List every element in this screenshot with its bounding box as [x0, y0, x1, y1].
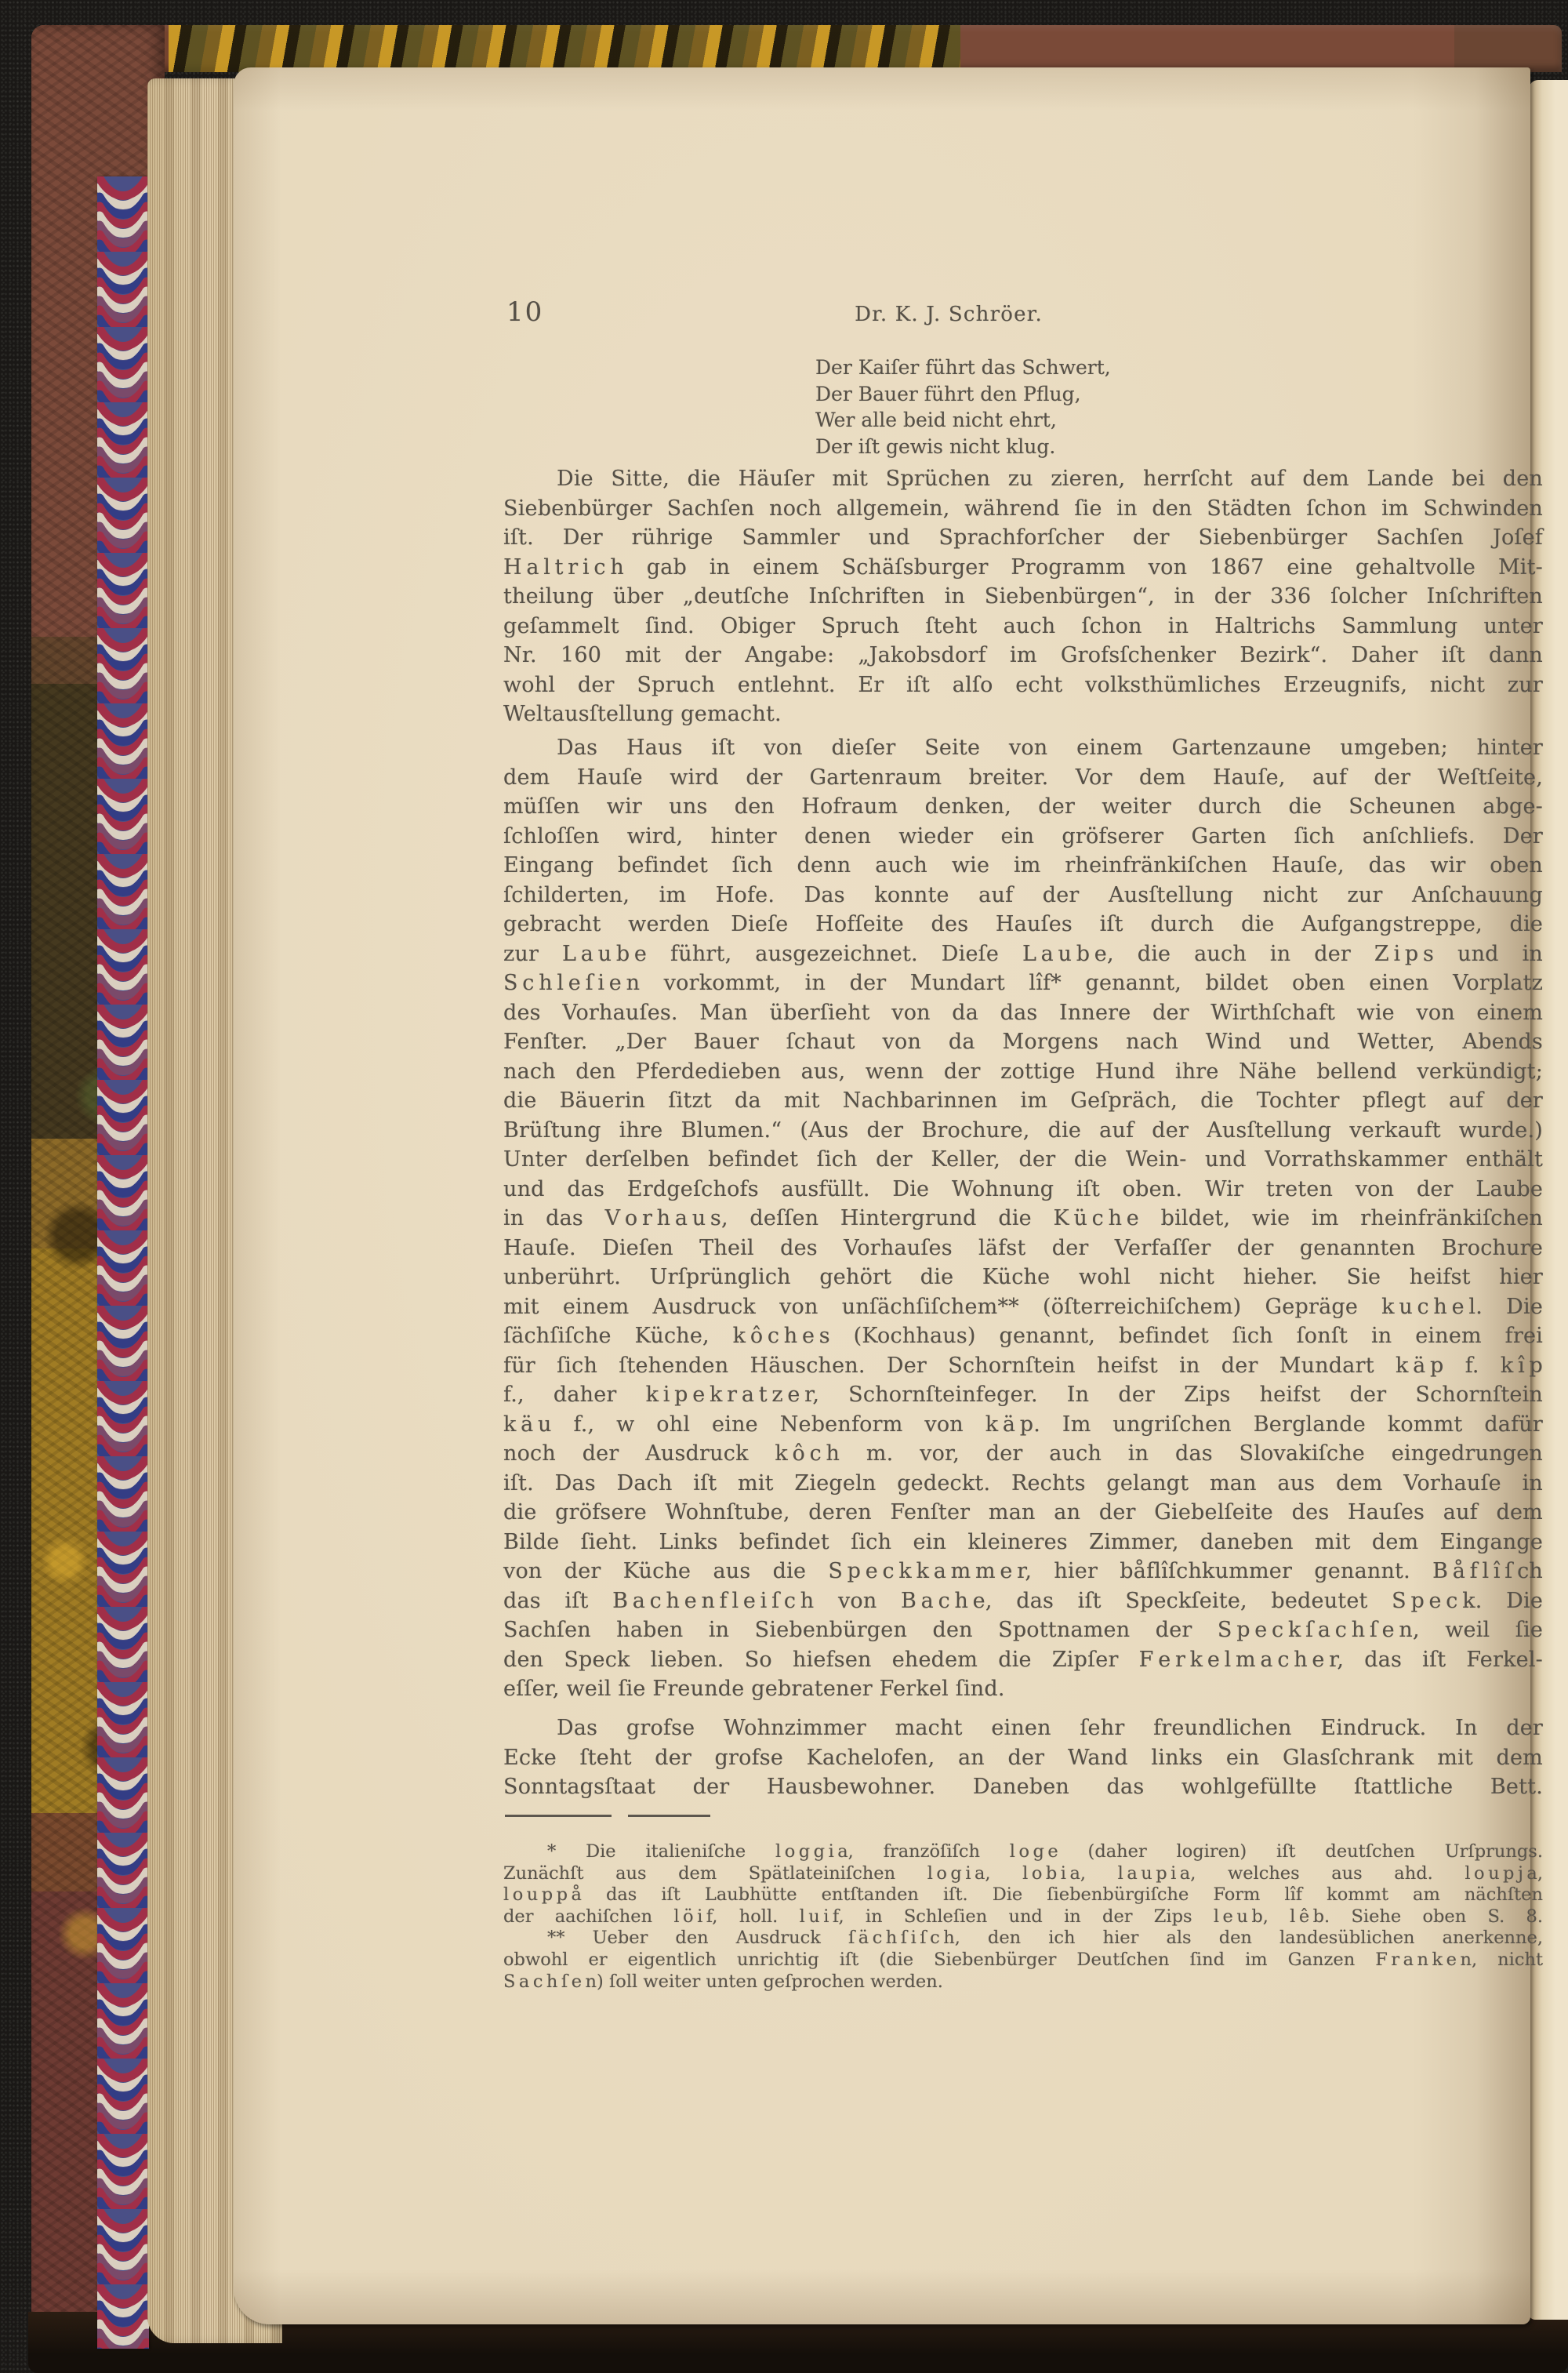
footnote-line: Zunächſt aus dem Spätlateiniſchen l o g i a, l o b i a, l a u p i a, welches aus ahd. l o u p j a, — [503, 1862, 1543, 1884]
body-line: dem Hauſe wird der Gartenraum breiter. Vor dem Hauſe, auf der Weſtſeite, — [503, 765, 1543, 790]
footnotes-block — [503, 1841, 1543, 1993]
body-line: Unter derſelben befindet ſich der Keller, der die Wein- und Vorrathskammer enthält — [503, 1147, 1543, 1172]
page-number: 10 — [506, 296, 544, 328]
body-line: k ä u f., w ohl eine Nebenform von k ä p. Im ungriſchen Berglande kommt dafür — [503, 1412, 1543, 1437]
body-line: des Vorhauſes. Man überſieht von da das Innere der Wirthſchaft wie von einem — [503, 1000, 1543, 1025]
body-line: Das Haus iſt von dieſer Seite von einem Gartenzaune umgeben; hinter — [557, 736, 1543, 760]
verse-line: Der iſt gewis nicht klug. — [815, 434, 1056, 458]
body-line: Sonntagsſtaat der Hausbewohner. Daneben das wohlgefüllte ſtattliche Bett. — [503, 1775, 1543, 1799]
footnote-line: S a c h ſ e n) ſoll weiter unten geſprochen werden. — [503, 1971, 943, 1992]
paragraph-3 — [503, 1713, 1543, 1802]
body-line: Weltausſtellung gemacht. — [503, 702, 782, 726]
body-line: den Speck lieben. So hiefsen ehedem die Zipſer F e r k e l m a c h e r, das iſt Ferkel- — [503, 1647, 1543, 1672]
paragraph-2 — [503, 733, 1543, 1704]
body-line: f., daher k i p e k r a t z e r, Schornſteinfeger. In der Zips heifst der Schornſtein — [503, 1383, 1543, 1407]
footnote-line: der aachiſchen l ö i f, holl. l u i f, in Schleſien und in der Zips l e u b, l ê b. Siehe oben S. 8. — [503, 1906, 1543, 1927]
footnote-line: * Die italieniſche l o g g i a, franzöſiſch l o g e (daher logiren) iſt deutſchen Urſprungs. — [547, 1841, 1543, 1862]
body-line: und das Erdgeſchofs ausfüllt. Die Wohnung iſt oben. Wir treten von der Laube — [503, 1176, 1543, 1201]
body-line: iſt. Der rührige Sammler und Sprachforſcher der Siebenbürger Sachſen Joſef — [503, 525, 1543, 550]
body-line: Bilde ſieht. Links befindet ſich ein kleineres Zimmer, daneben mit dem Eingange — [503, 1529, 1543, 1554]
body-line: unberührt. Urſprünglich gehört die Küche wohl nicht hieher. Sie heifst hier — [503, 1265, 1543, 1289]
body-line: theilung über „deutſche Inſchriften in Siebenbürgen“, in der 336 ſolcher Inſchriften — [503, 584, 1543, 609]
body-line: nach den Pferdedieben aus, wenn der zottige Hund ihre Nähe bellend verkündigt; — [503, 1059, 1543, 1084]
body-line: ſächſiſche Küche, k ô c h e s (Kochhaus) genannt, befindet ſich ſonſt in einem frei — [503, 1324, 1543, 1348]
body-line: Das grofse Wohnzimmer macht einen ſehr freundlichen Eindruck. In der — [557, 1716, 1543, 1740]
body-line: S c h l e ſ i e n vorkommt, in der Mundart lîf* genannt, bildet oben einen Vorplatz — [503, 971, 1543, 995]
body-line: müſſen wir uns den Hofraum denken, der weiter durch die Scheunen abge- — [503, 794, 1543, 819]
body-line: Fenſter. „Der Bauer ſchaut von da Morgens nach Wind und Wetter, Abends — [503, 1030, 1543, 1054]
book-cover-top-edge — [31, 25, 1562, 72]
body-line: mit einem Ausdruck von unſächſiſchem** (öſterreichiſchem) Gepräge k u c h e l. Die — [503, 1294, 1543, 1319]
body-line: die gröfsere Wohnſtube, deren Fenſter man an der Giebelſeite des Hauſes auf dem — [503, 1500, 1543, 1524]
body-line: wohl der Spruch entlehnt. Er iſt alſo echt volksthümliches Erzeugnifs, nicht zur — [503, 672, 1543, 697]
body-line: noch der Ausdruck k ô c h m. vor, der auch in das Slovakiſche eingedrungen — [503, 1441, 1543, 1466]
body-line: Siebenbürger Sachſen noch allgemein, während ſie in den Städten ſchon im Schwinden — [503, 496, 1543, 521]
body-line: für ſich ſtehenden Häuschen. Der Schornſtein heifst in der Mundart k ä p f. k î p — [503, 1353, 1543, 1378]
body-line: eſſer, weil ſie Freunde gebratener Ferkel ſind. — [503, 1677, 1005, 1701]
marbled-endpaper-strip — [97, 176, 149, 2349]
verse-block — [815, 354, 1111, 460]
body-line: ſchilderten, im Hofe. Das konnte auf der Ausſtellung nicht zur Anſchauung — [503, 882, 1543, 907]
body-line: in das V o r h a u s, deſſen Hintergrund die K ü c h e bildet, wie im rheinfränkiſchen — [503, 1206, 1543, 1230]
verse-line: Wer alle beid nicht ehrt, — [815, 409, 1057, 431]
verse-line: Der Bauer führt den Pflug, — [815, 382, 1081, 405]
footnote-line: ** Ueber den Ausdruck ſ ä c h ſ i ſ c h, den ich hier als den landesüblichen anerkenne, — [547, 1928, 1543, 1949]
page-header-row — [503, 296, 1543, 333]
body-line: ſchloſſen wird, hinter denen wieder ein gröfserer Garten ſich anſchliefs. Der — [503, 823, 1543, 849]
body-line: Sachſen haben in Siebenbürgen den Spottnamen der S p e c k ſ a c h ſ e n, weil ſie — [503, 1618, 1543, 1642]
text-block — [503, 67, 1543, 2324]
marbled-cover-paper — [169, 25, 960, 72]
body-line: Brüſtung ihre Blumen.“ (Aus der Brochure, die auf der Ausſtellung verkauft wurde.) — [503, 1117, 1543, 1143]
body-line: geſammelt ſind. Obiger Spruch ſteht auch ſchon in Haltrichs Sammlung unter — [503, 613, 1543, 638]
body-line: iſt. Das Dach iſt mit Ziegeln gedeckt. Rechts gelangt man aus dem Vorhauſe in — [503, 1470, 1543, 1495]
body-line: Nr. 160 mit der Angabe: „Jakobsdorf im Grofsſchenker Bezirk“. Daher iſt dann — [503, 643, 1543, 667]
body-line: Die Sitte, die Häuſer mit Sprüchen zu zieren, herrſcht auf dem Lande bei den — [557, 467, 1543, 491]
body-line: das iſt B a c h e n f l e i ſ c h von B a c h e, das iſt Speckſeite, bedeutet S p e c k. Die — [503, 1588, 1543, 1613]
footnote-rule — [505, 1815, 710, 1817]
footnote-line: l o u p p å das iſt Laubhütte entſtanden iſt. Die ſiebenbürgiſche Form lîf kommt am nächſten — [503, 1884, 1543, 1906]
body-line: Ecke ſteht der grofse Kachelofen, an der Wand links ein Glasſchrank mit dem — [503, 1745, 1543, 1770]
body-line: Eingang befindet ſich denn auch wie im rheinfränkiſchen Hauſe, das wir oben — [503, 853, 1543, 878]
footnote-line: obwohl er eigentlich unrichtig iſt (die Siebenbürger Deutſchen ſind im Ganzen F r a n k e n, nicht — [503, 1949, 1543, 1970]
book-page — [234, 67, 1543, 2324]
body-line: die Bäuerin ſitzt da mit Nachbarinnen im Geſpräch, die Tochter pflegt auf der — [503, 1088, 1543, 1113]
body-line: H a l t r i c h gab in einem Schäſsburger Programm von 1867 eine gehaltvolle Mit- — [503, 554, 1543, 580]
body-line: von der Küche aus die S p e c k k a m m e r, hier båflîſchkummer genannt. B å f l î ſ ch — [503, 1559, 1543, 1583]
paragraph-1 — [503, 464, 1543, 729]
running-header: Dr. K. J. Schröer. — [855, 303, 1043, 326]
body-line: Hauſe. Dieſen Theil des Vorhauſes läfst der Verfaſſer der genannten Brochure — [503, 1235, 1543, 1260]
verse-line: Der Kaiſer führt das Schwert, — [815, 356, 1111, 379]
body-line: zur L a u b e führt, ausgezeichnet. Dieſe L a u b e, die auch in der Z i p s und in — [503, 941, 1543, 966]
body-line: gebracht werden Dieſe Hofſeite des Hauſes iſt durch die Aufgangstreppe, die — [503, 912, 1543, 936]
